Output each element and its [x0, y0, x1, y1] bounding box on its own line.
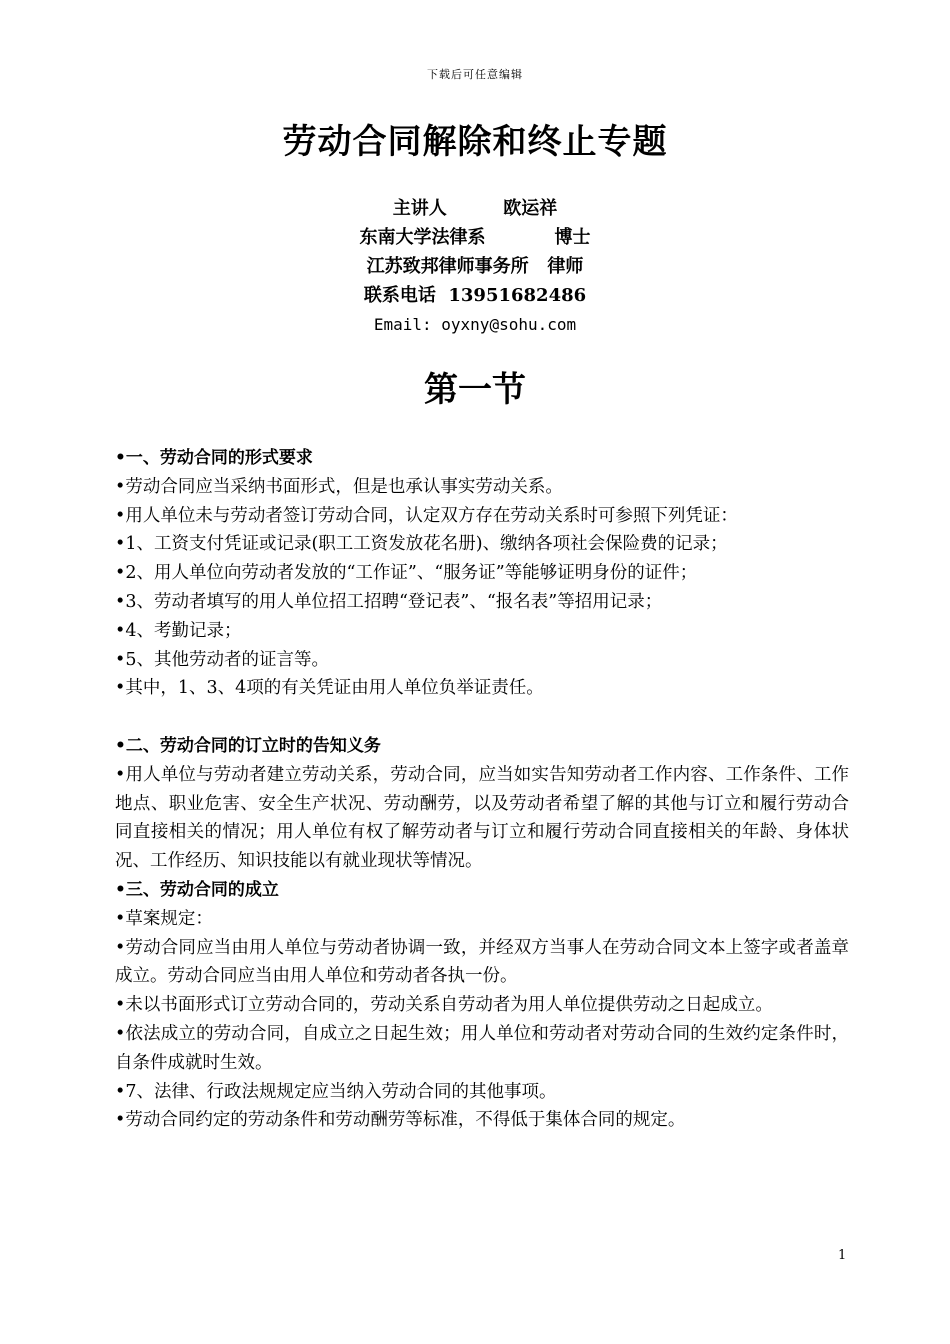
section-title: 第一节 [424, 370, 526, 410]
paragraph: •7、法律、行政法规规定应当纳入劳动合同的其他事项。 [115, 1081, 557, 1102]
paragraph: •依法成立的劳动合同，自成立之日起生效；用人单位和劳动者对劳动合同的生效约定条件时，自条件成就时生效。 [115, 1023, 849, 1073]
section-heading: •一、劳动合同的形式要求 [115, 448, 313, 468]
document-body [115, 444, 849, 1135]
paragraph: •其中，1、3、4项的有关凭证由用人单位负举证责任。 [115, 678, 544, 699]
speaker-info [0, 194, 950, 339]
speaker-line: 主讲人 欧运祥 [392, 198, 558, 219]
paragraph: •3、劳动者填写的用人单位招工招聘“登记表”、“报名表”等招用记录； [115, 591, 663, 612]
paragraph: •用人单位未与劳动者签订劳动合同，认定双方存在劳动关系时可参照下列凭证： [115, 505, 738, 526]
paragraph: •劳动合同应当采纳书面形式，但是也承认事实劳动关系。 [115, 476, 563, 497]
phone-line: 联系电话 13951682486 [363, 285, 587, 306]
email-line: Email: oyxny@sohu.com [373, 315, 577, 334]
page-number: 1 [838, 1248, 847, 1263]
paragraph: •用人单位与劳动者建立劳动关系，劳动合同，应当如实告知劳动者工作内容、工作条件、工作地点、职业危害、安全生产状况、劳动酬劳，以及劳动者希望了解的其他与订立和履行劳动合同直接相关的情况；用人单位有权了解劳动者与订立和履行劳动合同直接相关的年龄、身体状况、工作经历、知识技能以有就业现状等情况。 [115, 764, 849, 872]
firm-line: 江苏致邦律师事务所 律师 [366, 256, 584, 277]
paragraph: •劳动合同应当由用人单位与劳动者协调一致，并经双方当事人在劳动合同文本上签字或者盖章成立。劳动合同应当由用人单位和劳动者各执一份。 [115, 937, 849, 987]
affiliation-line: 东南大学法律系 博士 [359, 227, 591, 248]
paragraph: •劳动合同约定的劳动条件和劳动酬劳等标准，不得低于集体合同的规定。 [115, 1110, 686, 1131]
paragraph: •4、考勤记录； [115, 620, 242, 641]
paragraph: •未以书面形式订立劳动合同的，劳动关系自劳动者为用人单位提供劳动之日起成立。 [115, 995, 773, 1016]
paragraph: •1、工资支付凭证或记录(职工工资发放花名册)、缴纳各项社会保险费的记录； [115, 534, 728, 555]
header-note: 下载后可任意编辑 [427, 68, 523, 81]
section-heading: •二、劳动合同的订立时的告知义务 [115, 735, 381, 756]
paragraph-gap [115, 703, 849, 732]
paragraph: •草案规定： [115, 908, 213, 929]
document-title: 劳动合同解除和终止专题 [282, 122, 668, 162]
section-heading: •三、劳动合同的成立 [115, 879, 279, 900]
paragraph: •2、用人单位向劳动者发放的“工作证”、“服务证”等能够证明身份的证件； [115, 563, 698, 584]
paragraph: •5、其他劳动者的证言等。 [115, 649, 329, 670]
